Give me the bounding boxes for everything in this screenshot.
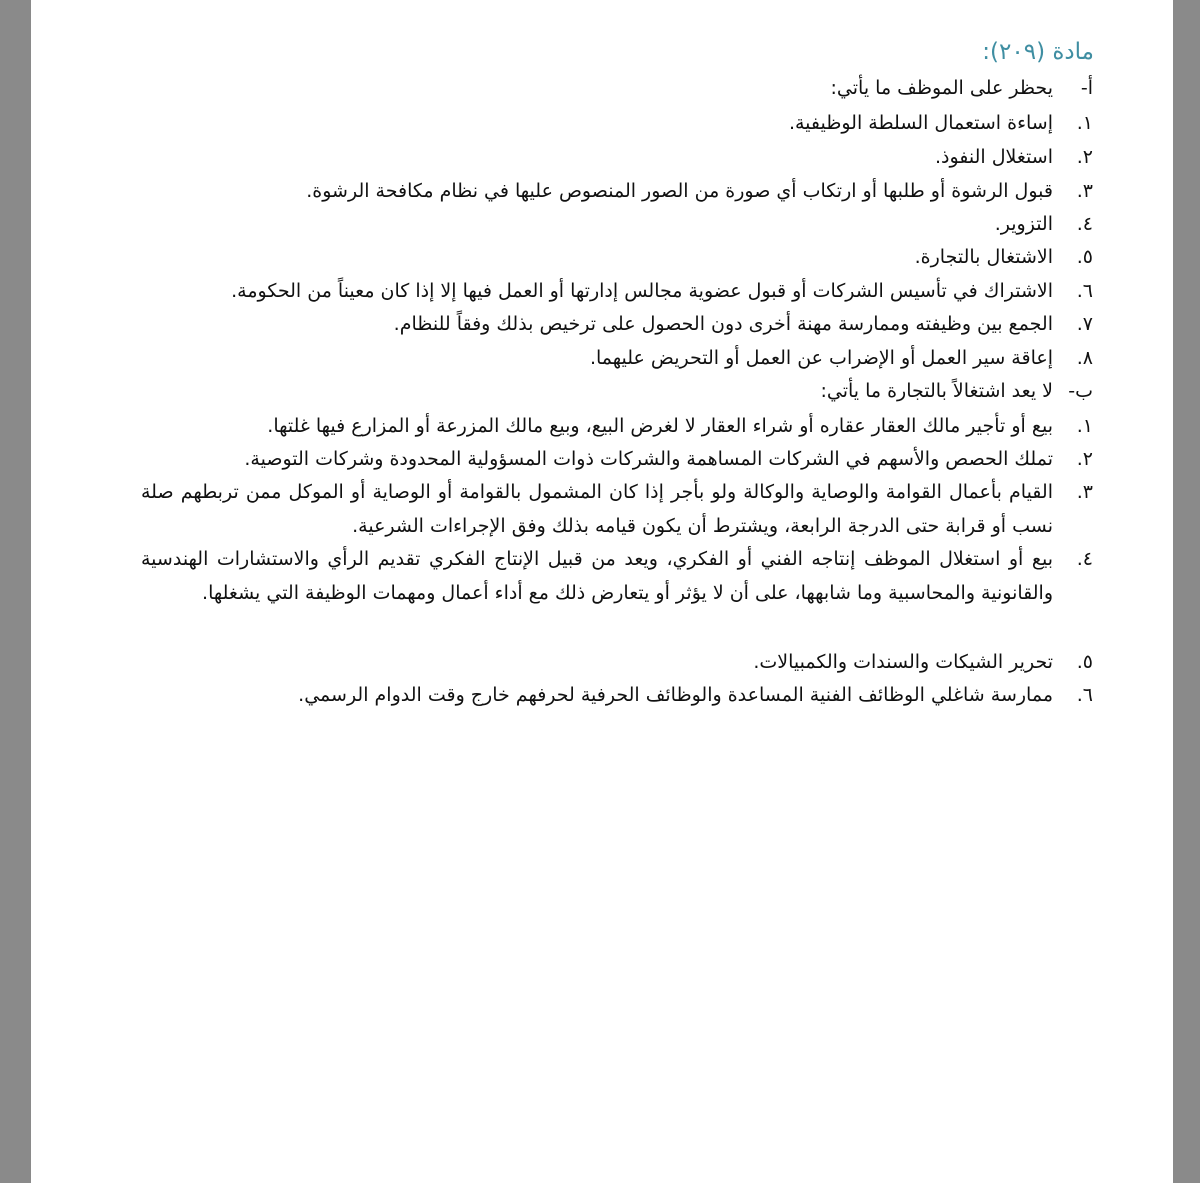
list-item-number: ٣. [1076, 481, 1093, 503]
document-content [31, 0, 1173, 1183]
list-item-number: ١. [1076, 112, 1093, 134]
list-item-text: إساءة استعمال السلطة الوظيفية. [788, 112, 1053, 134]
list-item-number: ٨. [1076, 347, 1093, 369]
list-item-number: ٣. [1076, 180, 1093, 202]
list-item-number: ٥. [1076, 246, 1093, 268]
list-item-number: ١. [1076, 415, 1093, 437]
list-item-number: ٦. [1076, 280, 1093, 302]
list-item-number: ٢. [1076, 448, 1093, 470]
section-a-heading-text: يحظر على الموظف ما يأتي: [830, 77, 1053, 99]
list-item-text: إعاقة سير العمل أو الإضراب عن العمل أو التحريض عليهما. [589, 347, 1053, 369]
list-item-number: ٢. [1076, 146, 1093, 168]
list-item-text: التزوير. [994, 213, 1053, 235]
list-item-number: ٤. [1076, 548, 1093, 570]
list-item-number: ٧. [1076, 313, 1093, 335]
list-item-text: استغلال النفوذ. [934, 146, 1053, 168]
section-b-marker: ب- [1068, 380, 1093, 402]
list-item-text: بيع أو تأجير مالك العقار عقاره أو شراء العقار لا لغرض البيع، وبيع مالك المزرعة أو المزارع فيها غلتها. [267, 415, 1053, 437]
list-item-number: ٤. [1076, 213, 1093, 235]
list-item-text: الاشتغال بالتجارة. [914, 246, 1053, 268]
list-item-text: ممارسة شاغلي الوظائف الفنية المساعدة والوظائف الحرفية لحرفهم خارج وقت الدوام الرسمي. [298, 684, 1053, 706]
document-page [31, 0, 1173, 1183]
list-item-text: تملك الحصص والأسهم في الشركات المساهمة والشركات ذوات المسؤولية المحدودة وشركات التوصية. [244, 448, 1053, 470]
article-title: مادة (٢٠٩): [982, 39, 1094, 65]
list-item-text: تحرير الشيكات والسندات والكمبيالات. [753, 651, 1053, 673]
section-b-heading-text: لا يعد اشتغالاً بالتجارة ما يأتي: [820, 380, 1053, 402]
list-item-text: القيام بأعمال القوامة والوصاية والوكالة ولو بأجر إذا كان المشمول بالقوامة أو الوصاية أو الموكل ممن تربطهم صلة نسب أو قرابة حتى الدرجة الرابعة، ويشترط أن يكون قيامه بذلك وفق الإجراءات الشرعية. [141, 481, 1053, 537]
list-item-text: بيع أو استغلال الموظف إنتاجه الفني أو الفكري، ويعد من قبيل الإنتاج الفكري تقديم الرأي والاستشارات الهندسية والقانونية والمحاسبية وما شابهها، على أن لا يؤثر أو يتعارض ذلك مع أداء أعمال ومهمات الوظيفة التي يشغلها. [141, 548, 1053, 604]
section-a-marker: أ- [1080, 77, 1093, 99]
list-item-text: قبول الرشوة أو طلبها أو ارتكاب أي صورة من الصور المنصوص عليها في نظام مكافحة الرشوة. [306, 180, 1053, 202]
list-item-number: ٥. [1076, 651, 1093, 673]
list-item-text: الجمع بين وظيفته وممارسة مهنة أخرى دون الحصول على ترخيص بذلك وفقاً للنظام. [393, 313, 1053, 335]
list-item-number: ٦. [1076, 684, 1093, 706]
list-item-text: الاشتراك في تأسيس الشركات أو قبول عضوية مجالس إدارتها أو العمل فيها إلا إذا كان معيناً من الحكومة. [231, 280, 1053, 302]
